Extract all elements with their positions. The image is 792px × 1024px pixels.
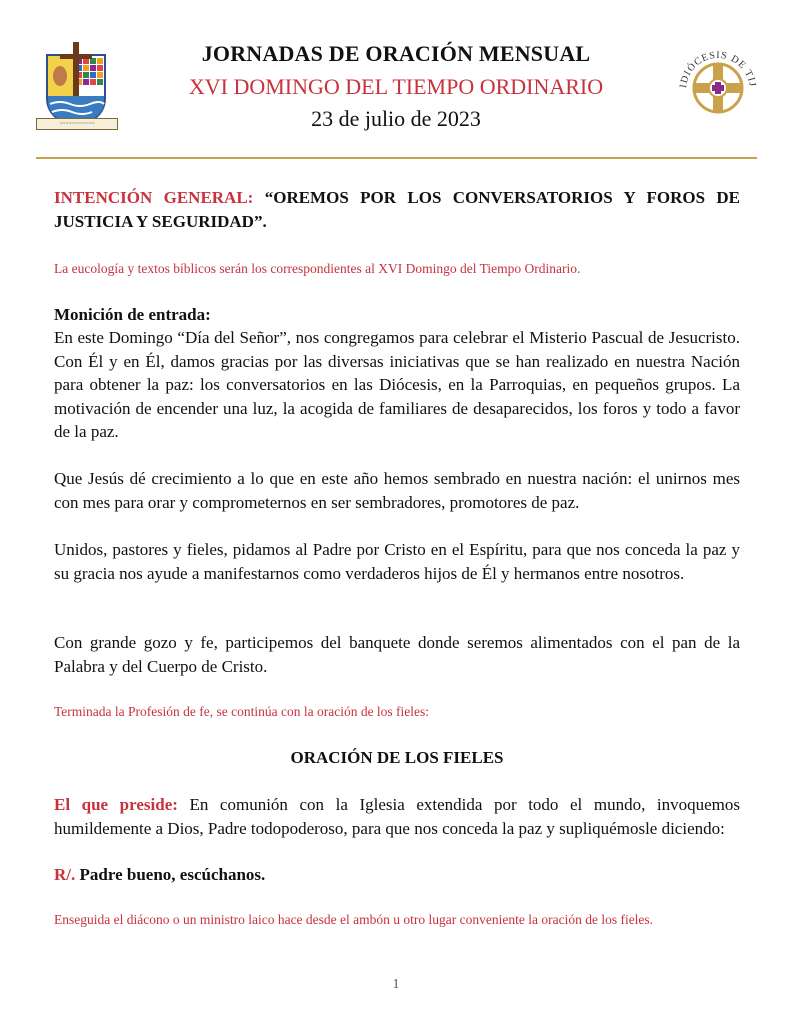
document-title: JORNADAS DE ORACIÓN MENSUAL — [201, 41, 591, 66]
presider-invocation — [54, 793, 740, 840]
profession-note: Terminada la Profesión de fe, se continúa con la oración de los fieles: — [54, 704, 430, 719]
shield-ribbon: ~~~~~~~~~~~~ — [36, 118, 118, 130]
page-number: 1 — [392, 977, 400, 992]
archdiocese-seal-logo — [674, 42, 762, 130]
monicion-paragraph-2: Que Jesús dé crecimiento a lo que en este año hemos sembrado en nuestra nación: el unirnos mes con mes para orar y comprometernos en ser sembradores, promotores de paz. — [54, 469, 740, 512]
deacon-note: Enseguida el diácono o un ministro laico hace desde el ambón u otro lugar conveniente la oración de los fieles. — [54, 912, 654, 927]
seal-text: IDIÓCESIS DE TIJ — [678, 49, 758, 89]
monicion-paragraph-1: En este Domingo “Día del Señor”, nos congregamos para celebrar el Misterio Pascual de Jesucristo. Con Él y en Él, damos gracias por las diversas iniciativas que se han realizado en nuestra Nación para obtener la paz: los conversatorios en las Diócesis, en la Parroquias, en pequeños grupos. La motivación de encender una luz, la acogida de familiares de desaparecidos, los foros y todo a favor de la paz. — [54, 328, 740, 441]
prayer-heading: ORACIÓN DE LOS FIELES — [290, 748, 504, 767]
liturgy-note: La eucología y textos bíblicos serán los correspondientes al XVI Domingo del Tiempo Ordinario. — [54, 261, 581, 276]
diocese-shield-logo — [36, 40, 116, 130]
monicion-paragraph-3: Unidos, pastores y fieles, pidamos al Padre por Cristo en el Espíritu, para que nos conceda la paz y su gracia nos ayude a manifestarnos como verdaderos hijos de Él y hermanos entre nosotros. — [54, 540, 740, 583]
general-intention — [54, 186, 740, 233]
document-subtitle: XVI DOMINGO DEL TIEMPO ORDINARIO — [188, 74, 604, 99]
response-label: R/. — [54, 865, 76, 884]
response-text: Padre bueno, escúchanos. — [75, 865, 266, 884]
response-line — [54, 863, 740, 887]
presider-label: El que preside: — [54, 795, 178, 814]
monicion-paragraph-4: Con grande gozo y fe, participemos del banquete donde seremos alimentados con el pan de la Palabra y del Cuerpo de Cristo. — [54, 633, 740, 676]
presider-text: En comunión con la Iglesia extendida por todo el mundo, invoquemos humildemente a Dios, Padre todopoderoso, para que nos conceda la paz y supliquémosle diciendo: — [54, 795, 740, 838]
intention-text: “OREMOS POR LOS CONVERSATORIOS Y FOROS DE JUSTICIA Y SEGURIDAD”. — [54, 188, 741, 231]
header-divider — [36, 157, 757, 159]
document-date: 23 de julio de 2023 — [311, 106, 481, 131]
monicion-heading: Monición de entrada: — [54, 305, 211, 324]
intention-label: INTENCIÓN GENERAL: — [54, 188, 254, 207]
